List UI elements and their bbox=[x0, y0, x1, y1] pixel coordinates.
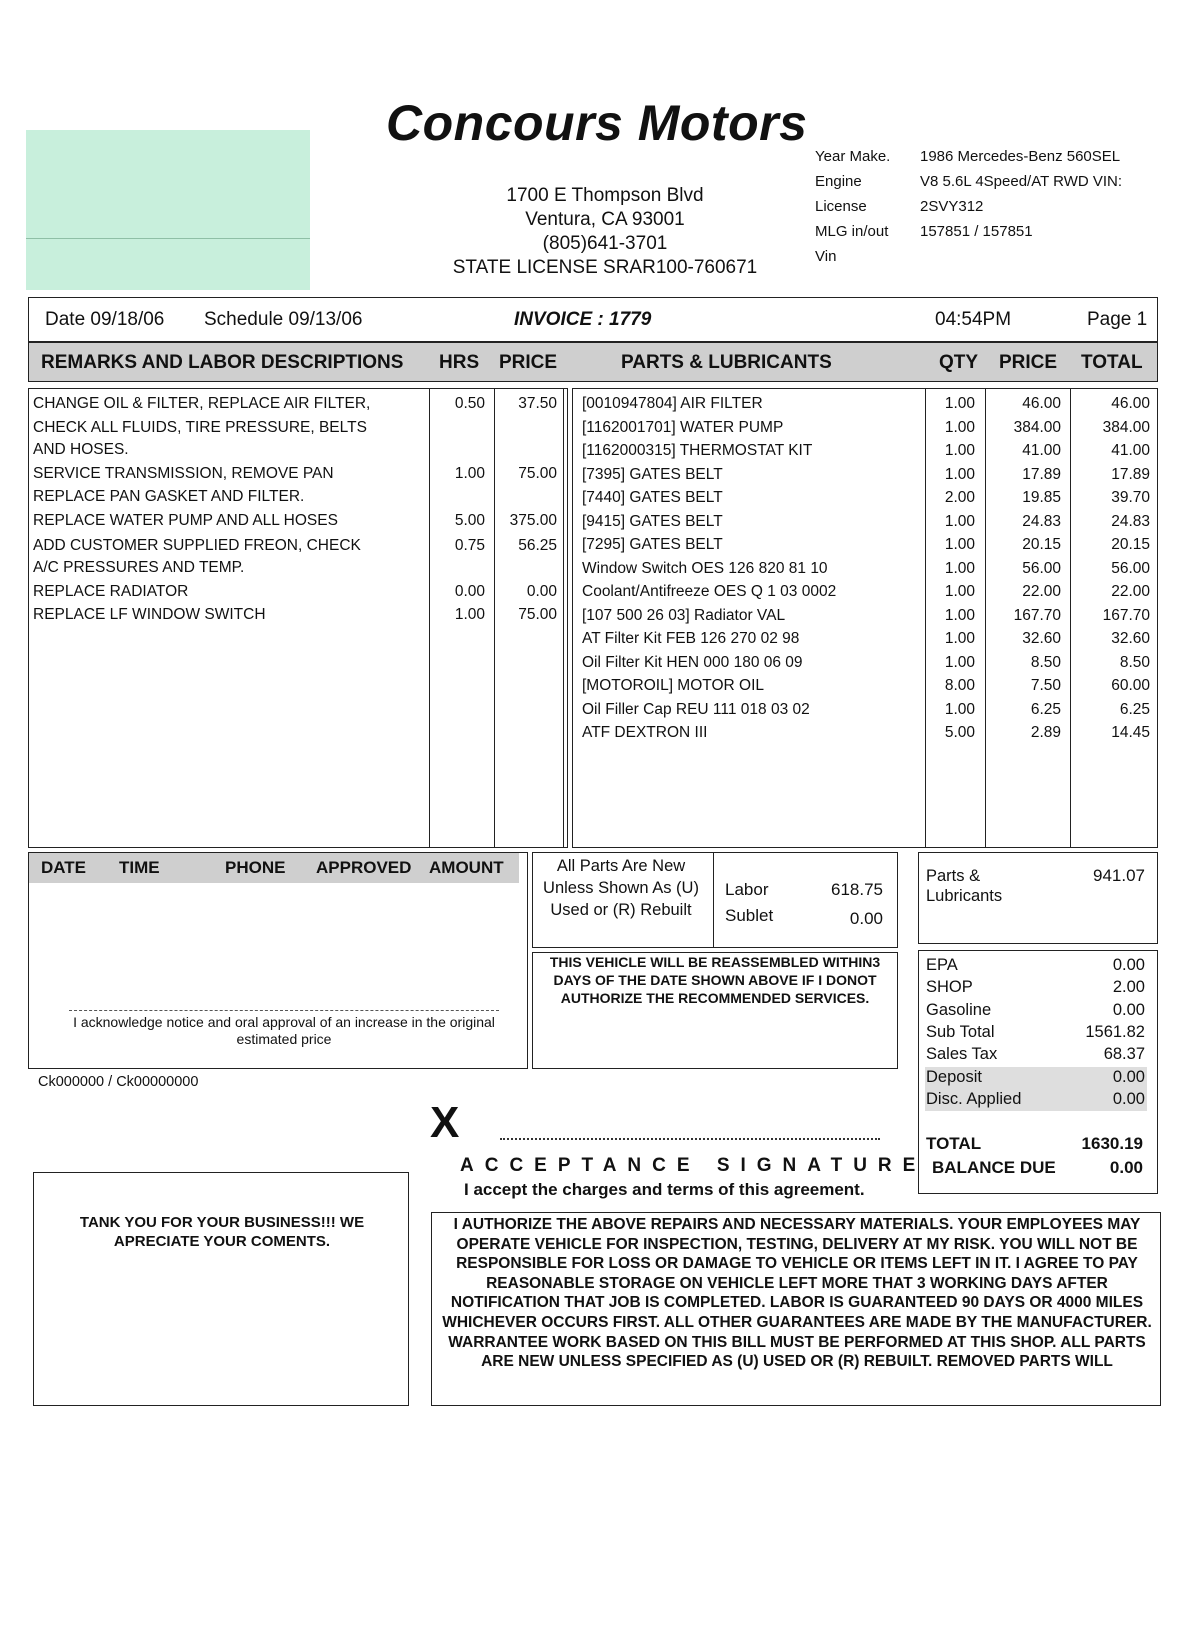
page-number: Page 1 bbox=[1087, 309, 1148, 330]
totals-label: Sub Total bbox=[926, 1022, 995, 1041]
green-label-sticker bbox=[26, 130, 310, 290]
totals-box bbox=[918, 950, 1158, 1194]
vehicle-info bbox=[815, 144, 1185, 269]
state-license: STATE LICENSE SRAR100-760671 bbox=[452, 257, 758, 278]
labor-description: SERVICE TRANSMISSION, REMOVE PAN bbox=[33, 465, 334, 482]
col-parts: PARTS & LUBRICANTS bbox=[621, 352, 832, 373]
part-price: 22.00 bbox=[1022, 583, 1061, 600]
totals-value: 0.00 bbox=[1112, 1089, 1145, 1108]
labor-description: ADD CUSTOMER SUPPLIED FREON, CHECK bbox=[33, 537, 361, 554]
labor-description: REPLACE LF WINDOW SWITCH bbox=[33, 606, 266, 623]
balance-due-label: BALANCE DUE bbox=[932, 1158, 1056, 1177]
part-price: 6.25 bbox=[1030, 700, 1061, 718]
part-description: ATF DEXTRON III bbox=[582, 724, 708, 741]
totals-row bbox=[925, 955, 1147, 977]
part-qty: 2.00 bbox=[944, 489, 975, 506]
part-qty: 1.00 bbox=[944, 559, 975, 577]
balance-due-value: 0.00 bbox=[1109, 1158, 1143, 1177]
invoice-number: INVOICE : 1779 bbox=[514, 309, 652, 330]
schedule-date: Schedule 09/13/06 bbox=[204, 309, 363, 330]
part-total: 17.89 bbox=[1111, 465, 1150, 483]
part-price: 24.83 bbox=[1022, 512, 1061, 530]
totals-value: 0.00 bbox=[1112, 1000, 1145, 1019]
approval-header bbox=[29, 853, 519, 883]
part-price: 167.70 bbox=[1013, 606, 1061, 624]
labor-table bbox=[28, 388, 568, 848]
vehicle-label: License bbox=[815, 198, 867, 215]
part-qty: 8.00 bbox=[944, 677, 975, 694]
part-total: 60.00 bbox=[1111, 677, 1150, 694]
labor-price: 375.00 bbox=[509, 512, 557, 529]
labor-value: 618.75 bbox=[831, 880, 883, 899]
part-price: 46.00 bbox=[1022, 395, 1061, 412]
col-parts-price: PRICE bbox=[999, 352, 1058, 373]
part-description: Oil Filler Cap REU 111 018 03 02 bbox=[582, 700, 810, 718]
company-phone: (805)641-3701 bbox=[542, 233, 668, 254]
parts-summary-label: Parts & Lubricants bbox=[926, 867, 1003, 905]
part-total: 41.00 bbox=[1111, 442, 1150, 459]
part-total: 167.70 bbox=[1102, 606, 1150, 624]
totals-label: Deposit bbox=[926, 1067, 982, 1086]
column-header-band bbox=[28, 342, 1158, 382]
part-qty: 1.00 bbox=[944, 653, 975, 671]
part-qty: 1.00 bbox=[944, 630, 975, 647]
invoice-bar bbox=[28, 297, 1158, 342]
part-qty: 1.00 bbox=[944, 536, 975, 553]
grand-total-value: 1630.19 bbox=[1081, 1134, 1143, 1153]
approval-col-amount: AMOUNT bbox=[429, 858, 504, 877]
labor-hours: 1.00 bbox=[454, 465, 485, 482]
company-name: Concours Motors bbox=[386, 95, 808, 151]
part-total: 6.25 bbox=[1119, 700, 1150, 718]
part-price: 19.85 bbox=[1022, 489, 1061, 506]
parts-note: All Parts Are New Unless Shown As (U) Used or (R) Rebuilt bbox=[543, 857, 699, 919]
part-qty: 1.00 bbox=[944, 700, 975, 718]
totals-value: 2.00 bbox=[1112, 978, 1145, 997]
vehicle-value: 2SVY312 bbox=[920, 198, 984, 215]
part-total: 20.15 bbox=[1111, 536, 1150, 553]
sublet-value: 0.00 bbox=[849, 909, 883, 928]
approval-col-time: TIME bbox=[119, 858, 160, 877]
part-qty: 1.00 bbox=[944, 395, 975, 412]
part-qty: 1.00 bbox=[944, 606, 975, 624]
address-line-1: 1700 E Thompson Blvd bbox=[506, 185, 704, 206]
labor-hours: 5.00 bbox=[454, 512, 485, 529]
labor-price: 75.00 bbox=[518, 606, 557, 623]
part-qty: 1.00 bbox=[944, 512, 975, 530]
approval-box bbox=[28, 852, 528, 1069]
grand-total-label: TOTAL bbox=[926, 1134, 982, 1153]
accept-terms-text: I accept the charges and terms of this agreement. bbox=[464, 1180, 865, 1199]
parts-table bbox=[572, 388, 1158, 848]
vehicle-value: 157851 / 157851 bbox=[920, 223, 1033, 240]
totals-row bbox=[925, 1022, 1147, 1044]
part-price: 2.89 bbox=[1030, 724, 1061, 741]
vehicle-label: Engine bbox=[815, 173, 862, 190]
labor-description: REPLACE RADIATOR bbox=[33, 583, 189, 600]
part-total: 24.83 bbox=[1111, 512, 1150, 530]
part-qty: 1.00 bbox=[944, 583, 975, 600]
part-description: [7395] GATES BELT bbox=[582, 465, 723, 483]
thank-you-box bbox=[33, 1172, 409, 1406]
part-description: Oil Filter Kit HEN 000 180 06 09 bbox=[582, 653, 803, 671]
totals-row bbox=[925, 1067, 1147, 1089]
authorization-text: I AUTHORIZE THE ABOVE REPAIRS AND NECESSARY MATERIALS. YOUR EMPLOYEES MAY OPERATE VEHICLE FOR INSPECTION, TESTING, DELIVERY AT MY RISK. YOU WILL NOT BE RESPONSIBLE FOR LOSS OR DAMAGE TO VEHICLE OR ITEMS LEFT IN IT. I AGREE TO PAY REASONABLE STORAGE ON VEHICLE LEFT MORE THAT 3 WORKING DAYS AFTER NOTIFICATION THAT JOB IS COMPLETED. LABOR IS GUARANTEED 90 DAYS OR 4000 MILES WHICHEVER OCCURS FIRST. ALL OTHER GUARANTEES ARE MADE BY THE MANUFACTURER. WARRANTEE WORK BASED ON THIS BILL MUST BE PERFORMED AT THIS SHOP. ALL PARTS ARE NEW UNLESS SPECIFIED AS (U) USED OR (R) REBUILT. REMOVED PARTS WILL bbox=[442, 1216, 1152, 1371]
col-total: TOTAL bbox=[1081, 352, 1143, 373]
vehicle-value: V8 5.6L 4Speed/AT RWD VIN: bbox=[920, 173, 1123, 190]
part-total: 8.50 bbox=[1119, 653, 1150, 671]
part-qty: 1.00 bbox=[944, 442, 975, 459]
part-description: [9415] GATES BELT bbox=[582, 512, 723, 530]
sublet-label: Sublet bbox=[725, 906, 774, 925]
labor-hours: 0.75 bbox=[454, 537, 485, 554]
company-address bbox=[430, 184, 780, 280]
part-description: Window Switch OES 126 820 81 10 bbox=[582, 559, 828, 577]
part-price: 20.15 bbox=[1022, 536, 1061, 553]
part-qty: 1.00 bbox=[944, 465, 975, 483]
part-total: 14.45 bbox=[1111, 724, 1150, 741]
reassemble-note: THIS VEHICLE WILL BE REASSEMBLED WITHIN3 DAYS OF THE DATE SHOWN ABOVE IF I DONOT AUTHORIZE THE RECOMMENDED SERVICES. bbox=[549, 954, 881, 1006]
part-total: 39.70 bbox=[1111, 489, 1150, 506]
part-description: Coolant/Antifreeze OES Q 1 03 0002 bbox=[582, 583, 837, 600]
part-price: 7.50 bbox=[1030, 677, 1061, 694]
labor-description: A/C PRESSURES AND TEMP. bbox=[33, 559, 245, 576]
labor-label: Labor bbox=[725, 880, 769, 899]
thank-you-text: TANK YOU FOR YOUR BUSINESS!!! WE APRECIATE YOUR COMENTS. bbox=[79, 1214, 365, 1250]
labor-price: 0.00 bbox=[526, 583, 557, 600]
totals-label: Gasoline bbox=[926, 1000, 992, 1019]
labor-hours: 0.00 bbox=[454, 583, 485, 600]
totals-value: 1561.82 bbox=[1085, 1022, 1145, 1041]
col-hrs: HRS bbox=[439, 352, 480, 373]
vehicle-label: Year Make. bbox=[815, 148, 891, 165]
part-description: [MOTOROIL] MOTOR OIL bbox=[582, 677, 765, 694]
col-qty: QTY bbox=[939, 352, 979, 373]
col-remarks: REMARKS AND LABOR DESCRIPTIONS bbox=[41, 352, 404, 373]
part-qty: 1.00 bbox=[944, 418, 975, 436]
part-price: 8.50 bbox=[1030, 653, 1061, 671]
totals-label: Disc. Applied bbox=[926, 1089, 1022, 1108]
vehicle-label: Vin bbox=[815, 248, 837, 265]
labor-description: AND HOSES. bbox=[33, 441, 129, 458]
labor-price: 75.00 bbox=[518, 465, 557, 482]
labor-description: REPLACE PAN GASKET AND FILTER. bbox=[33, 488, 305, 505]
parts-note-box bbox=[532, 852, 898, 948]
totals-label: EPA bbox=[926, 956, 958, 974]
part-price: 17.89 bbox=[1022, 465, 1061, 483]
authorization-box bbox=[431, 1212, 1161, 1406]
part-description: [1162000315] THERMOSTAT KIT bbox=[582, 442, 813, 459]
part-price: 56.00 bbox=[1022, 559, 1061, 577]
part-total: 384.00 bbox=[1102, 418, 1150, 436]
invoice-date: Date 09/18/06 bbox=[45, 309, 165, 330]
invoice-time: 04:54PM bbox=[935, 309, 1012, 330]
totals-value: 68.37 bbox=[1103, 1045, 1145, 1064]
check-reference: Ck000000 / Ck00000000 bbox=[38, 1074, 199, 1090]
part-description: [7295] GATES BELT bbox=[582, 536, 723, 553]
totals-row bbox=[925, 1044, 1147, 1066]
parts-summary-box bbox=[918, 852, 1158, 944]
part-price: 384.00 bbox=[1013, 418, 1061, 436]
part-price: 32.60 bbox=[1022, 630, 1061, 647]
totals-row bbox=[925, 977, 1147, 999]
part-description: [7440] GATES BELT bbox=[582, 489, 723, 506]
part-total: 32.60 bbox=[1111, 630, 1150, 647]
totals-row bbox=[925, 1089, 1147, 1111]
approval-col-phone: PHONE bbox=[225, 858, 286, 877]
part-description: AT Filter Kit FEB 126 270 02 98 bbox=[582, 630, 800, 647]
signature-x: X bbox=[430, 1098, 460, 1147]
address-line-2: Ventura, CA 93001 bbox=[525, 209, 685, 230]
vehicle-value: 1986 Mercedes-Benz 560SEL bbox=[920, 148, 1121, 165]
col-labor-price: PRICE bbox=[499, 352, 558, 373]
part-price: 41.00 bbox=[1022, 442, 1061, 459]
signature-line[interactable] bbox=[500, 1138, 880, 1140]
acknowledge-text: I acknowledge notice and oral approval of an increase in the original estimated price bbox=[69, 1010, 499, 1048]
acceptance-signature-label: ACCEPTANCE SIGNATURE bbox=[460, 1155, 927, 1176]
approval-col-approved: APPROVED bbox=[316, 858, 412, 877]
reassemble-box bbox=[532, 952, 898, 1069]
labor-hours: 1.00 bbox=[454, 606, 485, 623]
parts-summary-value: 941.07 bbox=[1093, 866, 1145, 885]
part-total: 22.00 bbox=[1111, 583, 1150, 600]
part-qty: 5.00 bbox=[944, 724, 975, 741]
part-description: [1162001701] WATER PUMP bbox=[582, 418, 784, 436]
part-total: 56.00 bbox=[1111, 559, 1150, 577]
approval-col-date: DATE bbox=[41, 858, 87, 877]
labor-price: 56.25 bbox=[518, 537, 557, 554]
totals-row bbox=[925, 1000, 1147, 1022]
totals-label: Sales Tax bbox=[926, 1045, 998, 1064]
part-description: [107 500 26 03] Radiator VAL bbox=[582, 606, 786, 624]
labor-description: CHECK ALL FLUIDS, TIRE PRESSURE, BELTS bbox=[33, 419, 367, 436]
totals-value: 0.00 bbox=[1112, 956, 1145, 974]
labor-description: CHANGE OIL & FILTER, REPLACE AIR FILTER, bbox=[33, 395, 371, 412]
labor-hours: 0.50 bbox=[454, 395, 485, 412]
vehicle-label: MLG in/out bbox=[815, 223, 889, 240]
labor-price: 37.50 bbox=[518, 395, 557, 412]
part-total: 46.00 bbox=[1111, 395, 1150, 412]
totals-value: 0.00 bbox=[1112, 1067, 1145, 1086]
labor-description: REPLACE WATER PUMP AND ALL HOSES bbox=[33, 512, 338, 529]
totals-label: SHOP bbox=[926, 978, 973, 997]
part-description: [0010947804] AIR FILTER bbox=[582, 395, 763, 412]
